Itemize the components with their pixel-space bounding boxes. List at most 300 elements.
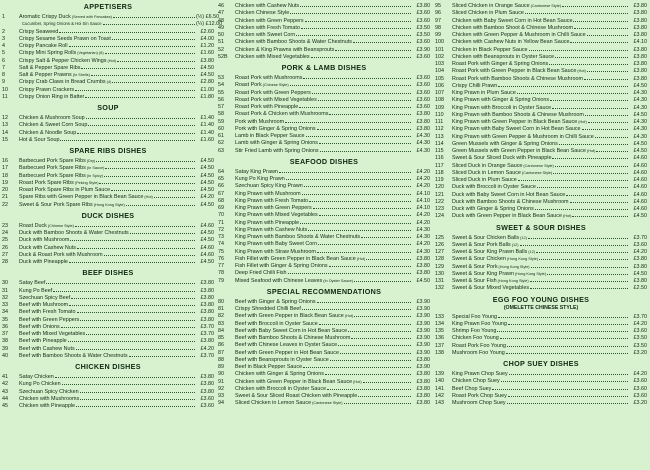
dot-leader xyxy=(111,186,195,191)
dot-leader xyxy=(530,284,628,289)
menu-item-price: £4.30 xyxy=(416,133,430,139)
menu-item-number: 66 xyxy=(218,183,224,190)
menu-item-name: Beef with Broccoli in Oyster Sauce xyxy=(235,320,318,327)
menu-item xyxy=(435,133,647,140)
menu-item xyxy=(218,103,430,110)
dot-leader xyxy=(587,31,628,36)
menu-item xyxy=(2,352,214,359)
section-title: SPARE RIBS DISHES xyxy=(69,146,147,155)
menu-item-price: £4.20 xyxy=(633,320,647,327)
menu-item xyxy=(2,121,214,128)
menu-item xyxy=(2,380,214,387)
menu-item-price: £4.10 xyxy=(416,197,430,204)
menu-item xyxy=(218,211,430,218)
menu-item-number: 11 xyxy=(2,93,8,100)
dot-leader xyxy=(338,341,411,346)
dot-leader xyxy=(582,125,628,130)
menu-item xyxy=(218,74,430,81)
menu-item-note: (Hong Kong Style) xyxy=(93,202,125,207)
menu-item-number: 44 xyxy=(2,395,8,402)
menu-item-price: £4.50 xyxy=(633,148,647,154)
menu-item-price: £3.80 xyxy=(416,393,430,399)
menu-item-note: (Hong Kong Style) xyxy=(506,257,538,262)
menu-item-number: 5 xyxy=(2,50,5,57)
dot-leader xyxy=(76,345,195,350)
menu-item-price: £3.80 xyxy=(633,256,647,263)
menu-item xyxy=(218,298,430,305)
dot-leader xyxy=(528,234,628,239)
menu-item-price: £4.20 xyxy=(416,183,430,190)
dot-leader xyxy=(518,176,628,181)
menu-item xyxy=(2,373,214,380)
menu-item-name: Beef with Baby Sweet Corn in Hot Bean Sauce xyxy=(235,327,348,334)
dot-leader xyxy=(309,197,411,202)
menu-item-number: 63 xyxy=(218,147,224,154)
menu-item-number: 132 xyxy=(435,285,444,292)
dot-leader xyxy=(279,168,411,173)
menu-item xyxy=(2,35,214,42)
menu-item-number: 131 xyxy=(435,278,444,284)
dot-leader xyxy=(70,236,195,241)
dot-leader xyxy=(508,320,628,325)
menu-item-price: £4.60 xyxy=(200,244,214,251)
menu-item-name: Roast Pork with Bamboo Shoots & Chinese Mushroom xyxy=(452,75,583,82)
menu-item-number: 56 xyxy=(218,96,224,103)
menu-item-price: £3.60 xyxy=(416,96,430,103)
dot-leader xyxy=(299,103,411,108)
menu-item-name: Satay King Prawn xyxy=(235,168,278,175)
menu-item-price: £4.20 xyxy=(200,345,214,352)
menu-item-name: Beef with Green Pepper in Hot Bean Sauce xyxy=(235,349,339,356)
menu-item-price: £4.10 xyxy=(416,205,430,211)
menu-item xyxy=(435,31,647,38)
menu-item xyxy=(435,96,647,103)
menu-item xyxy=(435,67,647,74)
dot-leader xyxy=(86,114,195,119)
menu-item-number: 136 xyxy=(435,335,444,342)
dot-leader xyxy=(99,179,195,184)
menu-item-price: £3.80 xyxy=(633,263,647,270)
dot-leader xyxy=(573,17,628,22)
menu-item-number: 70 xyxy=(218,212,224,219)
menu-item xyxy=(218,233,430,240)
dot-leader xyxy=(329,262,411,267)
dot-leader xyxy=(340,349,411,354)
dot-leader xyxy=(113,13,195,18)
menu-item xyxy=(2,201,214,208)
menu-item-number: 32 xyxy=(2,294,8,301)
menu-item-number: 55 xyxy=(218,89,224,96)
menu-item-number: 46 xyxy=(218,3,224,9)
menu-item-price: £4.50 xyxy=(200,230,214,236)
menu-item-name: Sweet & Sour King Prawn xyxy=(452,270,515,277)
menu-item xyxy=(2,42,214,49)
menu-item-name: Duck with Broccoli in Oyster Sauce xyxy=(452,184,536,191)
menu-item-note: (Cantonese Style) xyxy=(523,163,554,168)
dot-leader xyxy=(303,363,411,368)
dot-leader xyxy=(351,334,411,339)
menu-item-name: Roast Pork with Green Peppers xyxy=(235,89,311,96)
menu-item-name: Roast Pork Spare Ribs in Plum Sauce xyxy=(19,187,111,193)
menu-item-price: £1.20 xyxy=(200,43,214,49)
dot-leader xyxy=(300,219,411,224)
menu-item-number: 135 xyxy=(435,328,444,334)
menu-item-number: 98 xyxy=(435,24,441,31)
section-title: DUCK DISHES xyxy=(81,210,135,220)
menu-item-name: King Prawn in Plum Sauce xyxy=(452,90,516,96)
menu-item-number: 51 xyxy=(218,39,224,46)
dot-leader xyxy=(497,327,628,332)
menu-item xyxy=(218,125,430,132)
menu-item-name: Satay Beef xyxy=(19,280,46,287)
menu-item xyxy=(218,46,430,53)
menu-item xyxy=(435,370,647,377)
menu-item-name: Roast Duck xyxy=(19,222,47,229)
menu-item-name: Sweet & Sour Pork xyxy=(452,263,498,270)
menu-item xyxy=(435,2,647,9)
menu-item xyxy=(435,75,647,82)
dot-leader xyxy=(531,263,628,268)
dot-leader xyxy=(105,49,195,54)
menu-item xyxy=(435,234,647,241)
menu-item-number: 47 xyxy=(218,10,224,17)
menu-item xyxy=(218,327,430,334)
menu-item-number: 71 xyxy=(218,219,224,226)
menu-item-price: £3.60 xyxy=(633,392,647,399)
menu-item-number: 45 xyxy=(2,403,8,409)
menu-item-name: Beef with Mixed Vegetables xyxy=(19,331,86,337)
dot-leader xyxy=(53,287,195,292)
dot-leader xyxy=(129,352,195,357)
menu-item-note: (Hot) xyxy=(578,120,587,124)
dot-leader xyxy=(335,46,411,51)
menu-item-price: £4.30 xyxy=(416,226,430,233)
menu-item xyxy=(218,334,430,341)
menu-item-price: £4.60 xyxy=(633,169,647,176)
menu-item-name: King Prawn with Pineapple xyxy=(235,219,300,226)
menu-item-name: Spare Ribs with Green Pepper in Black Bean Sauce xyxy=(19,194,144,201)
dot-leader xyxy=(104,251,195,256)
menu-item-number: 113 xyxy=(435,133,444,140)
menu-item-name: Fish Fillet with Green Pepper in Black Bean Sauce xyxy=(235,255,356,262)
menu-item-price: £4.20 xyxy=(416,212,430,219)
menu-item-price: £4.30 xyxy=(633,133,647,140)
menu-item-price: £3.80 xyxy=(416,356,430,363)
menu-item-name: Beef with Cashew Nuts xyxy=(19,345,75,352)
menu-item-price: £4.60 xyxy=(633,191,647,198)
menu-item-price: £3.60 xyxy=(416,17,430,24)
dot-leader xyxy=(344,399,411,404)
menu-item-name: Chicken & Sweet Corn Soup xyxy=(19,122,88,129)
menu-item-price: £4.50 xyxy=(200,172,214,179)
dot-leader xyxy=(319,320,411,325)
menu-item-note: (Cantonese Style) xyxy=(521,170,553,175)
menu-item-price: £4.30 xyxy=(416,147,430,154)
dot-leader xyxy=(75,86,195,91)
menu-item xyxy=(2,28,214,35)
menu-item-price: £4.30 xyxy=(416,248,430,255)
dot-leader xyxy=(60,136,195,141)
section-title: SOUP xyxy=(97,103,119,112)
menu-item-price: £3.80 xyxy=(200,381,214,388)
menu-item-price: £3.80 xyxy=(633,3,647,9)
menu-item-name: King Prawn with Broccoli in Oyster Sauce xyxy=(452,104,552,111)
menu-item-price: £3.60 xyxy=(416,39,430,46)
dot-leader xyxy=(566,191,628,196)
menu-item xyxy=(218,24,430,31)
menu-item-name: Duck with Green Pepper in Black Bean Sauce xyxy=(452,213,562,220)
dot-leader xyxy=(550,96,628,101)
dot-leader xyxy=(69,42,195,47)
menu-item-price: £3.80 xyxy=(633,278,647,284)
menu-item xyxy=(218,341,430,348)
menu-item-price: £4.50 xyxy=(633,111,647,118)
menu-item-name: King Prawn Chop Suey xyxy=(452,371,508,377)
menu-item-name: Lamb with Ginger & Spring Onions xyxy=(235,140,318,147)
menu-item-name: Crispy Prawn Crackers xyxy=(19,86,75,93)
menu-item-name: Duck with Baby Sweet Corn in Hot Bean Sauce xyxy=(452,191,566,198)
menu-item-number: 95 xyxy=(435,3,441,9)
menu-item-number: 27 xyxy=(2,251,8,258)
menu-item-name: Chicken with Cashew Nuts xyxy=(235,3,300,9)
menu-item-number: 97 xyxy=(435,17,441,24)
menu-item xyxy=(218,399,430,406)
menu-item-price: (¼) £12.00 xyxy=(196,21,223,28)
menu-item-name: Chicken & Noodle Soup xyxy=(19,129,77,136)
menu-item-price: £3.80 xyxy=(200,316,214,323)
menu-item-name: Kung Po Chicken xyxy=(19,381,61,388)
menu-item-price: £3.90 xyxy=(416,313,430,320)
menu-item-number: 69 xyxy=(218,205,224,211)
menu-item xyxy=(435,162,647,169)
menu-item xyxy=(218,312,430,319)
menu-item xyxy=(435,183,647,190)
menu-item-name: King Prawn with Baby Sweet Corn in Hot Bean Sauce xyxy=(452,126,581,133)
menu-item-name: Beef with Fresh Tomato xyxy=(19,309,76,316)
menu-item-price: £3.90 xyxy=(416,306,430,312)
dot-leader xyxy=(91,71,195,76)
menu-item-name: Fish Fillet with Ginger & Spring Onions xyxy=(235,263,328,269)
menu-item-name: Chicken with Sweet Corn xyxy=(235,32,296,38)
menu-item-name: Chicken with Beansprouts in Oyster Sauce xyxy=(452,53,555,60)
dot-leader xyxy=(501,377,628,382)
menu-item-number: 140 xyxy=(435,378,444,385)
menu-item xyxy=(218,17,430,24)
menu-item-number: 59 xyxy=(218,118,224,125)
menu-item-number: 39 xyxy=(2,345,8,352)
menu-item-price: £1.40 xyxy=(200,115,214,121)
dot-leader xyxy=(301,24,411,29)
menu-item xyxy=(2,172,214,179)
menu-item-number: 28 xyxy=(2,259,8,265)
menu-item-price: £4.10 xyxy=(416,190,430,197)
menu-item-price: £3.80 xyxy=(200,302,214,308)
menu-item-name: Sliced Chicken in Orange Sauce xyxy=(452,3,530,9)
menu-item-number: 20 xyxy=(2,187,8,193)
dot-leader xyxy=(112,35,195,40)
menu-item-name: Roast Pork Chop Suey xyxy=(452,392,507,399)
menu-item-number: 30 xyxy=(2,280,8,287)
menu-item-name: Chicken with Mushrooms xyxy=(19,395,80,402)
menu-item-number: 10 xyxy=(2,86,8,93)
menu-item-number: 139 xyxy=(435,371,444,377)
menu-item-price: £3.80 xyxy=(200,287,214,294)
menu-item-number: 50 xyxy=(218,32,224,38)
menu-item xyxy=(218,81,430,88)
menu-item-number: 62 xyxy=(218,140,224,147)
dot-leader xyxy=(596,147,628,152)
menu-item-number: 90 xyxy=(218,371,224,378)
menu-item xyxy=(218,110,430,117)
menu-item-note: (Vegetarian) (8) xyxy=(77,51,104,56)
menu-item-name: Chicken in Black Pepper Sauce xyxy=(452,46,528,53)
menu-item-number: 112 xyxy=(435,126,444,133)
menu-item-price: £3.90 xyxy=(416,349,430,356)
menu-item-name: King Prawn with Bamboo Shoots & Water Chestnuts xyxy=(235,234,361,240)
menu-item-note: (Served with Pancakes) xyxy=(71,15,112,19)
dot-leader xyxy=(530,277,628,282)
dot-leader xyxy=(552,154,628,159)
menu-item-price: £3.80 xyxy=(200,309,214,316)
dot-leader xyxy=(507,399,628,404)
dot-leader xyxy=(302,190,411,195)
section-title: APPETISERS xyxy=(83,2,133,11)
dot-leader xyxy=(317,125,411,130)
menu-item xyxy=(435,241,647,248)
menu-item xyxy=(435,255,647,262)
menu-item-number: 129 xyxy=(435,263,444,270)
dot-leader xyxy=(77,308,195,313)
menu-item-price: £3.80 xyxy=(416,400,430,407)
menu-item-price: £4.30 xyxy=(633,97,647,104)
dot-leader xyxy=(306,132,411,137)
menu-item-name: Chicken with Cashew Nuts in Yellow Bean Sauce xyxy=(452,39,570,46)
menu-item-name: Beef with Ginger & Spring Onions xyxy=(235,298,316,305)
menu-item-name: Barbecued Pork Spare Ribs xyxy=(19,158,86,164)
menu-item xyxy=(435,111,647,118)
menu-item-price: £4.50 xyxy=(200,158,214,164)
menu-item xyxy=(2,244,214,251)
menu-item-number: 81 xyxy=(218,306,224,312)
menu-item-number: 7 xyxy=(2,64,5,71)
menu-item xyxy=(218,89,430,96)
menu-item-price: £3.50 xyxy=(416,32,430,38)
menu-item xyxy=(435,46,647,53)
dot-leader xyxy=(319,211,411,216)
menu-item xyxy=(2,388,214,395)
menu-item-number: 34 xyxy=(2,309,8,316)
menu-item xyxy=(2,236,214,243)
section-title: CHOP SUEY DISHES xyxy=(503,359,579,368)
dot-leader xyxy=(75,222,195,227)
menu-item xyxy=(2,71,214,78)
menu-item-price: £4.60 xyxy=(633,155,647,162)
dot-leader xyxy=(547,270,628,275)
menu-item-name: King Prawn with Mushroom xyxy=(235,190,301,197)
menu-item-name: Kung Po King Prawn xyxy=(235,176,285,182)
menu-item xyxy=(218,38,430,45)
menu-item-name: Crispy Mini Spring Rolls xyxy=(19,50,77,57)
menu-item xyxy=(218,2,430,9)
menu-item-name: Sweet & Sour Pork Balls xyxy=(452,241,511,248)
menu-item xyxy=(435,82,647,89)
dot-leader xyxy=(506,349,628,354)
dot-leader xyxy=(304,182,411,187)
menu-item-number: 105 xyxy=(435,75,444,82)
menu-item-note: (In Shells) xyxy=(72,73,90,77)
menu-item-number: 103 xyxy=(435,61,444,67)
menu-item-name: Roast Pork with Ginger & Spring Onions xyxy=(452,61,549,67)
menu-item-number: 65 xyxy=(218,176,224,182)
menu-item-price: £3.20 xyxy=(633,349,647,356)
menu-item xyxy=(218,118,430,125)
menu-item-number: 53 xyxy=(218,75,224,81)
menu-item-name: Beef with Mushroom xyxy=(19,302,69,308)
menu-item-price: £3.90 xyxy=(416,335,430,341)
menu-item-price: £4.30 xyxy=(633,90,647,96)
menu-item-price: £3.60 xyxy=(416,10,430,17)
menu-item xyxy=(435,263,647,270)
menu-item xyxy=(435,9,647,16)
menu-item-note: (Hong Kong Style) xyxy=(515,271,547,276)
menu-item-number: 108 xyxy=(435,97,444,104)
menu-item-price: £4.10 xyxy=(633,39,647,46)
menu-item-name: Chicken with Green Pepper in Black Bean Sauce xyxy=(235,378,353,385)
menu-item xyxy=(218,248,430,255)
menu-item xyxy=(218,378,430,385)
dot-leader xyxy=(492,385,628,390)
menu-item-note: (Peking Style) xyxy=(74,180,99,185)
menu-item-price: £1.80 xyxy=(200,93,214,100)
menu-item-name: Duck with Mushroom xyxy=(19,237,70,244)
menu-item-name: Crispy Seaweed xyxy=(19,28,59,35)
menu-item-note: (In Sauce) xyxy=(86,166,105,171)
dot-leader xyxy=(46,279,195,284)
menu-item-number: 74 xyxy=(218,241,224,248)
menu-item-number: 87 xyxy=(218,349,224,356)
dot-leader xyxy=(508,392,628,397)
menu-item-number: 88 xyxy=(218,356,224,363)
menu-item xyxy=(218,139,430,146)
menu-item-number: 133 xyxy=(435,313,444,320)
menu-item xyxy=(218,226,430,233)
menu-item-number: 9 xyxy=(2,79,5,86)
menu-item xyxy=(435,349,647,356)
menu-item-price: £4.20 xyxy=(633,249,647,255)
dot-leader xyxy=(329,110,411,115)
menu-item-price: £3.60 xyxy=(416,53,430,60)
menu-item-price: £4.60 xyxy=(633,177,647,183)
dot-leader xyxy=(68,337,195,342)
menu-item-price: £4.50 xyxy=(633,213,647,220)
menu-item xyxy=(2,64,214,71)
dot-leader xyxy=(96,157,195,162)
dot-leader xyxy=(103,20,195,25)
menu-item-price: £3.80 xyxy=(200,338,214,345)
menu-item-name: Roast Pork Foo Young xyxy=(452,342,506,349)
dot-leader xyxy=(308,226,411,231)
menu-item-number: 134 xyxy=(435,320,444,327)
menu-item-note: (Hot) xyxy=(356,256,366,261)
menu-item-price: £3.50 xyxy=(633,342,647,349)
menu-item-name: Sweet & Sour Pork Spare Ribs xyxy=(19,201,93,208)
menu-item-number: 118 xyxy=(435,169,444,176)
menu-item xyxy=(2,129,214,136)
dot-leader xyxy=(525,9,628,14)
menu-item-price: £3.70 xyxy=(200,323,214,330)
menu-item xyxy=(435,270,647,277)
menu-item-number: 49 xyxy=(218,24,224,31)
